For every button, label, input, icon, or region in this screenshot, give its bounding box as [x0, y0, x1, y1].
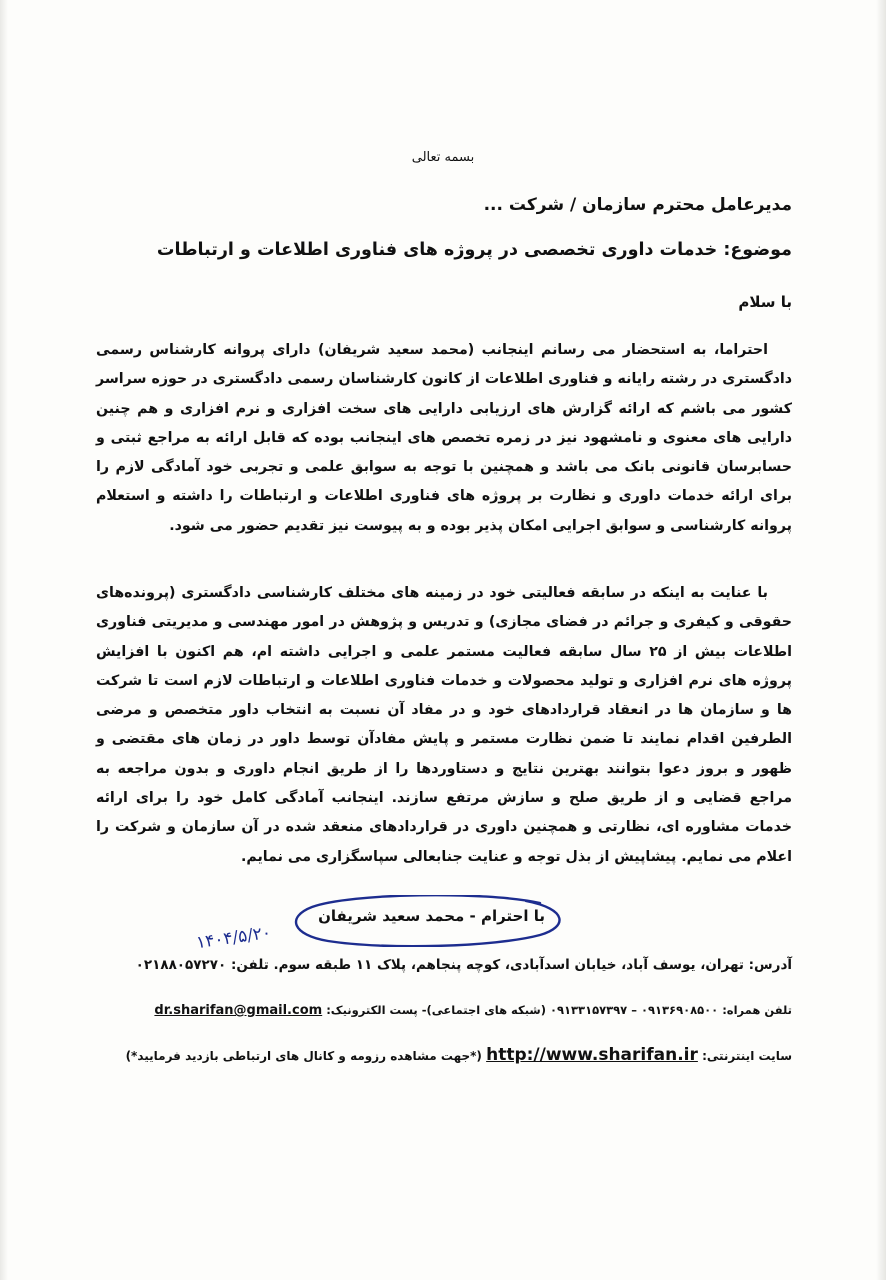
invocation-line: بسمه تعالی [411, 150, 475, 165]
body-paragraph-1 [96, 336, 792, 541]
email-link[interactable]: dr.sharifan@gmail.com [154, 1003, 323, 1018]
footer-contact [100, 1003, 792, 1018]
paragraph-2-text: با عنایت به اینکه در سابقه فعالیتی خود در زمینه های مختلف کارشناسی دادگستری (پرونده‌های حقوقی و کیفری و جرائم در فضای مجازی) و تدریس و پژوهش در امور مهندسی و مدیریتی فناوری اطلاعات بیش از ۲۵ سال سابقه فعالیت مستمر علمی و اجرایی داشته ام، هم اکنون با افزایش پروژه های نرم افزاری و تولید محصولات و خدمات فناوری اطلاعات و ارتباطات لازم است تا شرکت ها و سازمان ها در انعقاد قراردادهای خود و در مفاد آن نسبت به انتخاب داور متخصص و مرضی الطرفین اقدام نمایند تا ضمن نظارت مستمر و پایش مفادآن توسط داور در زمان های مقتضی و ظهور و بروز دعوا بتوانند بهترین نتایج و دستاوردها را از طریق انجام داوری و بدون مراجعه به مراجع قضایی و از طریق صلح و سازش مرتفع سازند. اینجانب آمادگی کامل خود را برای ارائه خدمات مشاوره ای، نظارتی و همچنین داوری در قراردادهای منعقد شده در آن سازمان و شرکت را اعلام می نمایم. پیشاپیش از بذل توجه و عنایت جنابعالی سپاسگزاری می نمایم. [96, 585, 793, 865]
footer-website [100, 1045, 792, 1065]
subject-line: موضوع: خدمات داوری تخصصی در پروژه های فناوری اطلاعات و ارتباطات [156, 240, 792, 260]
paragraph-1-text: احتراما، به استحضار می رسانم اینجانب (محمد سعید شریفان) دارای پروانه کارشناس رسمی دادگستری در رشته رایانه و فناوری اطلاعات از کانون کارشناسان رسمی دادگستری در حوزه سراسر کشور می باشم که ارائه گزارش های ارزیابی دارایی های سخت افزاری و نرم افزاری و هم چنین دارایی های معنوی و نامشهود نیز در زمره تخصص های اینجانب بوده که قابل ارائه به مراجع ثبتی و حسابرسان قانونی بانک می باشد و همچنین با توجه به سوابق علمی و تجربی خود آمادگی لازم را برای ارائه خدمات داوری و نظارت بر پروژه های فناوری اطلاعات و ارتباطات را داشته و استعلام پروانه کارشناسی و سوابق اجرایی امکان پذیر بوده و به پیوست نیز تقدیم حضور می شود. [96, 342, 792, 534]
body-paragraph-2 [96, 579, 792, 872]
greeting: با سلام [738, 293, 792, 311]
addressee: مدیرعامل محترم سازمان / شرکت ... [483, 195, 792, 215]
handwritten-date: ۱۴۰۴/۵/۲۰ [194, 922, 273, 954]
signature-block [290, 895, 565, 947]
website-link[interactable]: http://www.sharifan.ir [486, 1045, 698, 1065]
scan-edge [876, 0, 886, 1280]
contact-phones: تلفن همراه: ۰۹۱۳۶۹۰۸۵۰۰ – ۰۹۱۳۳۱۵۷۳۹۷ (شبکه های اجتماعی)- پست الکترونیک: [326, 1003, 792, 1017]
signature-text: با احترام - محمد سعید شریفان [318, 907, 545, 925]
scan-edge [0, 0, 8, 1280]
website-label: سایت اینترنتی: [702, 1049, 792, 1063]
website-note: (*جهت مشاهده رزومه و کانال های ارتباطی بازدید فرمایید*) [125, 1049, 482, 1063]
footer-address: آدرس: تهران، یوسف آباد، خیابان اسدآبادی، کوچه پنجاهم، پلاک ۱۱ طبقه سوم. تلفن: ۰۲۱۸۸۰۵۷۲۷۰ [135, 957, 792, 973]
